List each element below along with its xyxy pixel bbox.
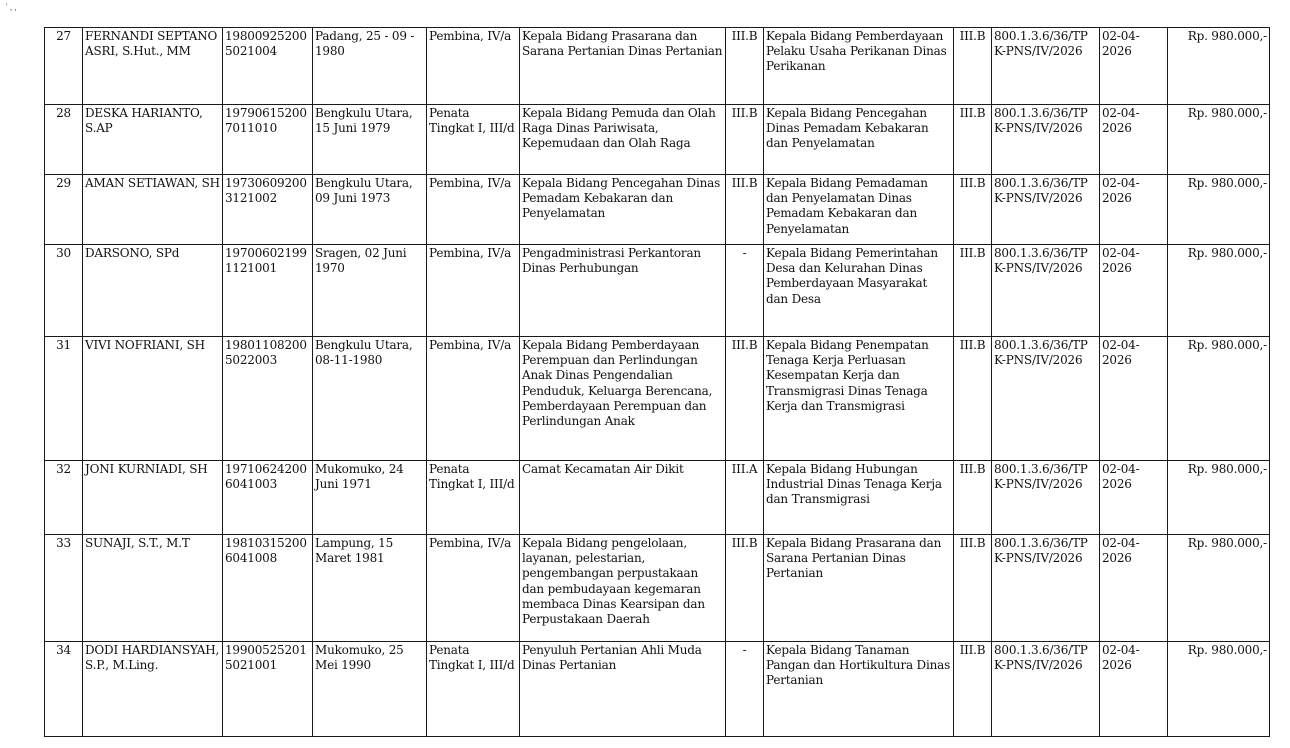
row-number: 29: [45, 175, 83, 245]
table-row: [45, 642, 1270, 737]
row-number: 27: [45, 28, 83, 105]
row-number: 31: [45, 337, 83, 461]
row-number: 34: [45, 642, 83, 737]
new-position: Kepala Bidang Prasarana dan Sarana Pertanian Dinas Pertanian: [764, 535, 954, 642]
new-echelon: III.B: [954, 245, 992, 337]
decree-date: 02-04- 2026: [1100, 28, 1168, 105]
employee-name: SUNAJI, S.T., M.T: [83, 535, 223, 642]
scan-mark: ' , ,: [6, 2, 17, 12]
table-row: [45, 535, 1270, 642]
decree-date: 02-04- 2026: [1100, 461, 1168, 535]
decree-date: 02-04- 2026: [1100, 105, 1168, 175]
birth-place-date: Mukomuko, 25 Mei 1990: [313, 642, 427, 737]
new-echelon: III.B: [954, 175, 992, 245]
personnel-table: [44, 27, 1270, 737]
previous-echelon: III.B: [726, 28, 764, 105]
previous-echelon: III.B: [726, 535, 764, 642]
new-echelon: III.B: [954, 105, 992, 175]
allowance-amount: Rp. 980.000,-: [1168, 175, 1270, 245]
decree-date: 02-04- 2026: [1100, 175, 1168, 245]
previous-position: Kepala Bidang Prasarana dan Sarana Pertanian Dinas Pertanian: [520, 28, 726, 105]
employee-name: DESKA HARIANTO, S.AP: [83, 105, 223, 175]
rank-grade: Pembina, IV/a: [427, 245, 520, 337]
decree-number: 800.1.3.6/36/TP K-PNS/IV/2026: [992, 245, 1100, 337]
table-row: [45, 461, 1270, 535]
previous-position: Kepala Bidang Pemberdayaan Perempuan dan Perlindungan Anak Dinas Pengendalian Penduduk, Keluarga Berencana, Pemberdayaan Perempuan dan Perlindungan Anak: [520, 337, 726, 461]
allowance-amount: Rp. 980.000,-: [1168, 28, 1270, 105]
row-number: 28: [45, 105, 83, 175]
new-echelon: III.B: [954, 461, 992, 535]
decree-number: 800.1.3.6/36/TP K-PNS/IV/2026: [992, 28, 1100, 105]
table-row: [45, 175, 1270, 245]
decree-date: 02-04- 2026: [1100, 642, 1168, 737]
employee-name: DODI HARDIANSYAH, S.P., M.Ling.: [83, 642, 223, 737]
table-row: [45, 337, 1270, 461]
decree-number: 800.1.3.6/36/TP K-PNS/IV/2026: [992, 175, 1100, 245]
new-echelon: III.B: [954, 337, 992, 461]
decree-number: 800.1.3.6/36/TP K-PNS/IV/2026: [992, 461, 1100, 535]
previous-echelon: -: [726, 642, 764, 737]
employee-name: AMAN SETIAWAN, SH: [83, 175, 223, 245]
birth-place-date: Sragen, 02 Juni 1970: [313, 245, 427, 337]
row-number: 32: [45, 461, 83, 535]
rank-grade: Pembina, IV/a: [427, 175, 520, 245]
new-position: Kepala Bidang Penempatan Tenaga Kerja Perluasan Kesempatan Kerja dan Transmigrasi Dinas Tenaga Kerja dan Transmigrasi: [764, 337, 954, 461]
table-row: [45, 105, 1270, 175]
rank-grade: Pembina, IV/a: [427, 535, 520, 642]
rank-grade: Pembina, IV/a: [427, 337, 520, 461]
new-position: Kepala Bidang Pemadaman dan Penyelamatan Dinas Pemadam Kebakaran dan Penyelamatan: [764, 175, 954, 245]
birth-place-date: Padang, 25 - 09 - 1980: [313, 28, 427, 105]
birth-place-date: Lampung, 15 Maret 1981: [313, 535, 427, 642]
previous-echelon: III.B: [726, 337, 764, 461]
allowance-amount: Rp. 980.000,-: [1168, 105, 1270, 175]
allowance-amount: Rp. 980.000,-: [1168, 642, 1270, 737]
birth-place-date: Bengkulu Utara, 15 Juni 1979: [313, 105, 427, 175]
previous-echelon: III.B: [726, 175, 764, 245]
new-position: Kepala Bidang Tanaman Pangan dan Hortikultura Dinas Pertanian: [764, 642, 954, 737]
rank-grade: Pembina, IV/a: [427, 28, 520, 105]
previous-position: Camat Kecamatan Air Dikit: [520, 461, 726, 535]
birth-place-date: Mukomuko, 24 Juni 1971: [313, 461, 427, 535]
previous-position: Kepala Bidang pengelolaan, layanan, pelestarian, pengembangan perpustakaan dan pembudayaan kegemaran membaca Dinas Kearsipan dan Perpustakaan Daerah: [520, 535, 726, 642]
new-position: Kepala Bidang Hubungan Industrial Dinas Tenaga Kerja dan Transmigrasi: [764, 461, 954, 535]
decree-date: 02-04- 2026: [1100, 535, 1168, 642]
allowance-amount: Rp. 980.000,-: [1168, 337, 1270, 461]
previous-position: Kepala Bidang Pencegahan Dinas Pemadam Kebakaran dan Penyelamatan: [520, 175, 726, 245]
employee-name: JONI KURNIADI, SH: [83, 461, 223, 535]
new-echelon: III.B: [954, 642, 992, 737]
new-echelon: III.B: [954, 28, 992, 105]
decree-number: 800.1.3.6/36/TP K-PNS/IV/2026: [992, 337, 1100, 461]
employee-nip: 19710624200 6041003: [223, 461, 313, 535]
previous-position: Kepala Bidang Pemuda dan Olah Raga Dinas Pariwisata, Kepemudaan dan Olah Raga: [520, 105, 726, 175]
allowance-amount: Rp. 980.000,-: [1168, 535, 1270, 642]
decree-date: 02-04- 2026: [1100, 245, 1168, 337]
allowance-amount: Rp. 980.000,-: [1168, 461, 1270, 535]
decree-number: 800.1.3.6/36/TP K-PNS/IV/2026: [992, 642, 1100, 737]
employee-name: VIVI NOFRIANI, SH: [83, 337, 223, 461]
row-number: 30: [45, 245, 83, 337]
birth-place-date: Bengkulu Utara, 09 Juni 1973: [313, 175, 427, 245]
new-position: Kepala Bidang Pemerintahan Desa dan Kelurahan Dinas Pemberdayaan Masyarakat dan Desa: [764, 245, 954, 337]
employee-nip: 19801108200 5022003: [223, 337, 313, 461]
birth-place-date: Bengkulu Utara, 08-11-1980: [313, 337, 427, 461]
previous-position: Pengadministrasi Perkantoran Dinas Perhubungan: [520, 245, 726, 337]
new-echelon: III.B: [954, 535, 992, 642]
decree-number: 800.1.3.6/36/TP K-PNS/IV/2026: [992, 535, 1100, 642]
employee-nip: 19730609200 3121002: [223, 175, 313, 245]
employee-nip: 19810315200 6041008: [223, 535, 313, 642]
previous-echelon: III.A: [726, 461, 764, 535]
rank-grade: Penata Tingkat I, III/d: [427, 642, 520, 737]
decree-date: 02-04- 2026: [1100, 337, 1168, 461]
rank-grade: Penata Tingkat I, III/d: [427, 461, 520, 535]
allowance-amount: Rp. 980.000,-: [1168, 245, 1270, 337]
new-position: Kepala Bidang Pemberdayaan Pelaku Usaha Perikanan Dinas Perikanan: [764, 28, 954, 105]
employee-name: FERNANDI SEPTANO ASRI, S.Hut., MM: [83, 28, 223, 105]
table-row: [45, 245, 1270, 337]
employee-name: DARSONO, SPd: [83, 245, 223, 337]
previous-echelon: III.B: [726, 105, 764, 175]
employee-nip: 19790615200 7011010: [223, 105, 313, 175]
row-number: 33: [45, 535, 83, 642]
new-position: Kepala Bidang Pencegahan Dinas Pemadam Kebakaran dan Penyelamatan: [764, 105, 954, 175]
previous-echelon: -: [726, 245, 764, 337]
rank-grade: Penata Tingkat I, III/d: [427, 105, 520, 175]
previous-position: Penyuluh Pertanian Ahli Muda Dinas Pertanian: [520, 642, 726, 737]
employee-nip: 19900525201 5021001: [223, 642, 313, 737]
employee-nip: 19800925200 5021004: [223, 28, 313, 105]
table-row: [45, 28, 1270, 105]
decree-number: 800.1.3.6/36/TP K-PNS/IV/2026: [992, 105, 1100, 175]
employee-nip: 19700602199 1121001: [223, 245, 313, 337]
